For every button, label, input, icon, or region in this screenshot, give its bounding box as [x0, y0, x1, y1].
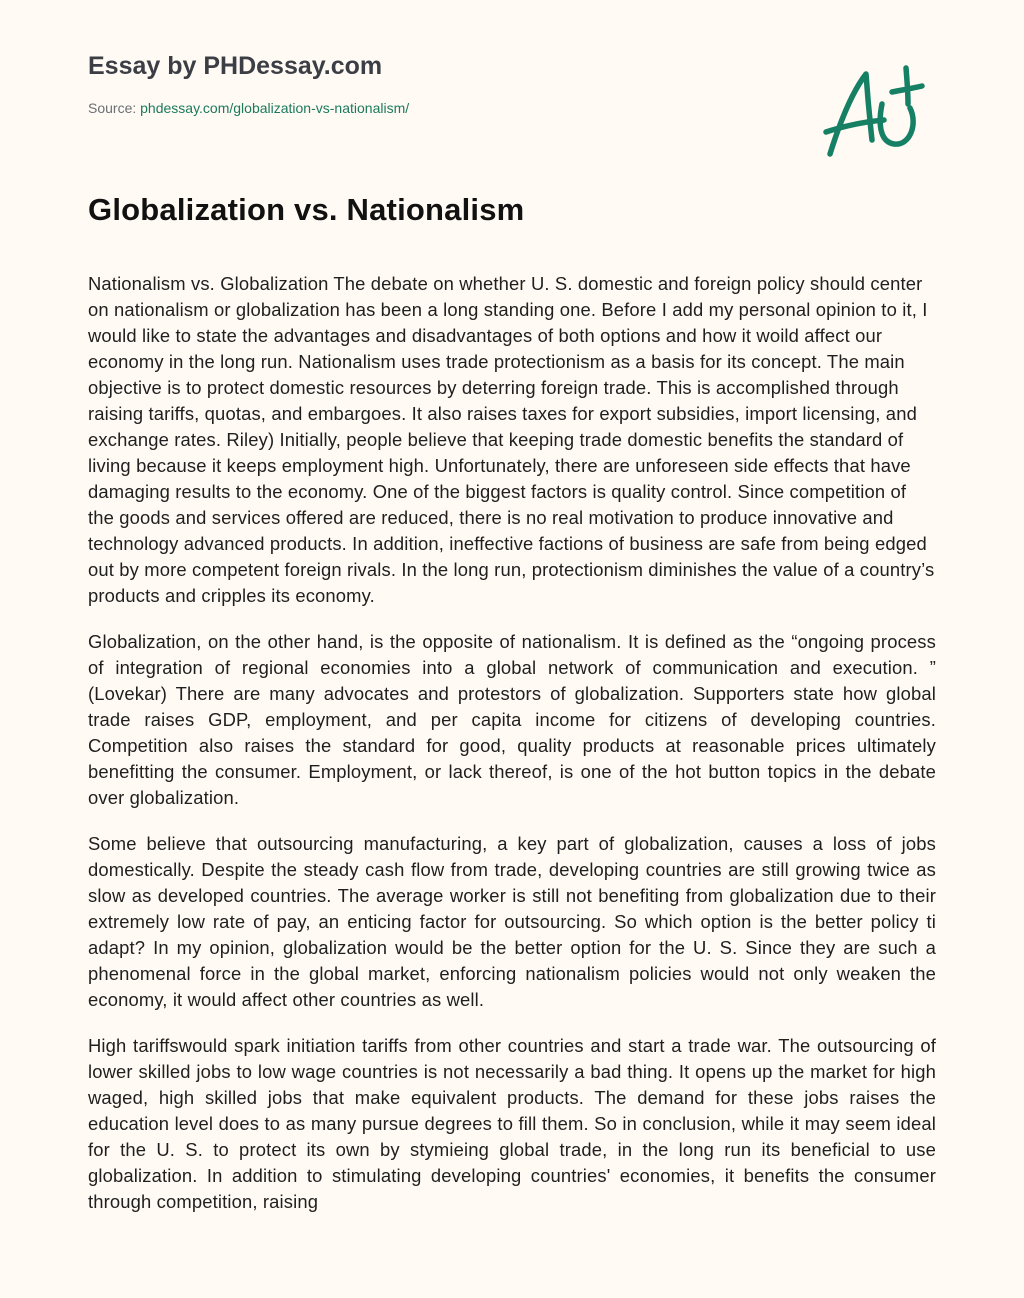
essay-paragraph: Nationalism vs. Globalization The debate on whether U. S. domestic and foreign policy should center on nationalism or globalization has been a long standing one. Before I add my personal opinion to it, I would like to state the advantages and disadvantages of both options and how it woild affect our economy in the long run. Nationalism uses trade protectionism as a basis for its concept. The main objective is to protect domestic resources by deterring foreign trade. This is accomplished through raising tariffs, quotas, and embargoes. It also raises taxes for export subsidies, import licensing, and exchange rates. Riley) Initially, people believe that keeping trade domestic benefits the standard of living because it keeps employment high. Unfortunately, there are unforeseen side effects that have damaging results to the economy. One of the biggest factors is quality control. Since competition of the goods and services offered are reduced, there is no real motivation to produce innovative and technology advanced products. In addition, ineffective factions of business are safe from being edged out by more competent foreign rivals. In the long run, protectionism diminishes the value of a country’s products and cripples its economy.: [88, 273, 935, 606]
source-link[interactable]: phdessay.com/globalization-vs-nationalism/: [140, 100, 410, 116]
essay-paragraph: Some believe that outsourcing manufacturing, a key part of globalization, causes a loss of jobs domestically. Despite the steady cash flow from trade, developing countries are still growing twice as slow as developed countries. The average worker is still not benefiting from globalization due to their extremely low rate of pay, an enticing factor for outsourcing. So which option is the better policy ti adapt? In my opinion, globalization would be the better option for the U. S. Since they are such a phenomenal force in the global market, enforcing nationalism policies would not only weaken the economy, it would affect other countries as well.: [88, 833, 936, 1010]
site-header: [88, 48, 788, 118]
essay-title: Globalization vs. Nationalism: [88, 192, 525, 227]
source-line: [88, 98, 788, 118]
a-plus-grade-icon: [822, 62, 932, 162]
essay-body: [88, 271, 936, 1235]
essay-paragraph: High tariffswould spark initiation tariffs from other countries and start a trade war. The outsourcing of lower skilled jobs to low wage countries is not necessarily a bad thing. It opens up the market for high waged, high skilled jobs that make equivalent products. The demand for these jobs raises the education level does to as many pursue degrees to fill them. So in conclusion, while it may seem ideal for the U. S. to protect its own by stymieing global trade, in the long run its beneficial to use globalization. In addition to stimulating developing countries' economies, it benefits the consumer through competition, raising: [88, 1035, 936, 1212]
source-label: Source:: [88, 100, 141, 116]
essay-paragraph: Globalization, on the other hand, is the opposite of nationalism. It is defined as the “ongoing process of integration of regional economies into a global network of communication and execution. ” (Lovekar) There are many advocates and protestors of globalization. Supporters state how global trade raises GDP, employment, and per capita income for citizens of developing countries. Competition also raises the standard for good, quality products at reasonable prices ultimately benefitting the consumer. Employment, or lack thereof, is one of the hot button topics in the debate over globalization.: [88, 631, 936, 808]
site-title: Essay by PHDessay.com: [88, 52, 383, 80]
